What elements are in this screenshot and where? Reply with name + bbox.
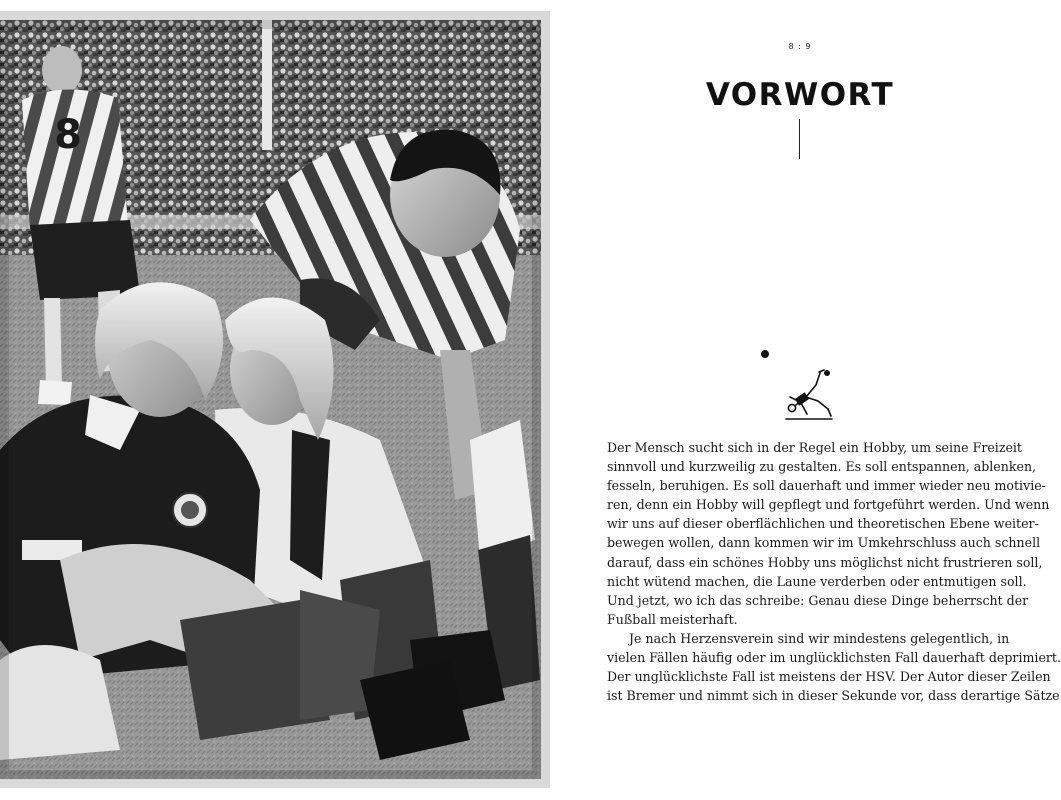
- text-line: darauf, dass ein schönes Hobby uns möglichst nicht frustrieren soll,: [607, 554, 1043, 570]
- page-numbers: 8 : 9: [788, 42, 812, 51]
- text-line: vielen Fällen häufig oder im unglücklichsten Fall dauerhaft deprimiert.: [607, 650, 1061, 666]
- text-line: ist Bremer und nimmt sich in dieser Sekunde vor, dass derartige Sätze: [607, 688, 1060, 704]
- paragraph-1: [607, 438, 1050, 629]
- paragraph-2: [607, 629, 1061, 705]
- text-line: Der unglücklichste Fall ist meistens der HSV. Der Autor dieser Zeilen: [607, 669, 1051, 685]
- text-line: sinnvoll und kurzweilig zu gestalten. Es soll entspannen, ablenken,: [607, 459, 1037, 475]
- dot-icon: [761, 350, 769, 358]
- text-line: Je nach Herzensverein sind wir mindestens gelegentlich, in: [629, 630, 1010, 646]
- text-line: ren, denn ein Hobby will gepflegt und fortgeführt werden. Und wenn: [607, 497, 1050, 513]
- text-line: bewegen wollen, dann kommen wir im Umkehrschluss auch schnell: [607, 535, 1041, 551]
- chapter-title: VORWORT: [705, 77, 895, 113]
- text-line: Der Mensch sucht sich in der Regel ein Hobby, um seine Freizeit: [607, 440, 1022, 455]
- shirt-number: 8: [54, 112, 82, 158]
- text-line: Fußball meisterhaft.: [607, 611, 738, 627]
- text-line: fesseln, beruhigen. Es soll dauerhaft und immer wieder neu motivie-: [607, 478, 1046, 494]
- text-line: nicht wütend machen, die Laune verderben oder entmutigen soll.: [607, 573, 1027, 589]
- body-text: [607, 438, 1061, 705]
- football-photo: [0, 20, 541, 779]
- text-line: wir uns auf dieser oberflächlichen und theoretischen Ebene weiter-: [607, 516, 1039, 532]
- title-divider: [799, 119, 800, 159]
- bicycle-kick-player-icon: [782, 367, 836, 423]
- text-line: Und jetzt, wo ich das schreibe: Genau diese Dinge beherrscht der: [607, 592, 1029, 608]
